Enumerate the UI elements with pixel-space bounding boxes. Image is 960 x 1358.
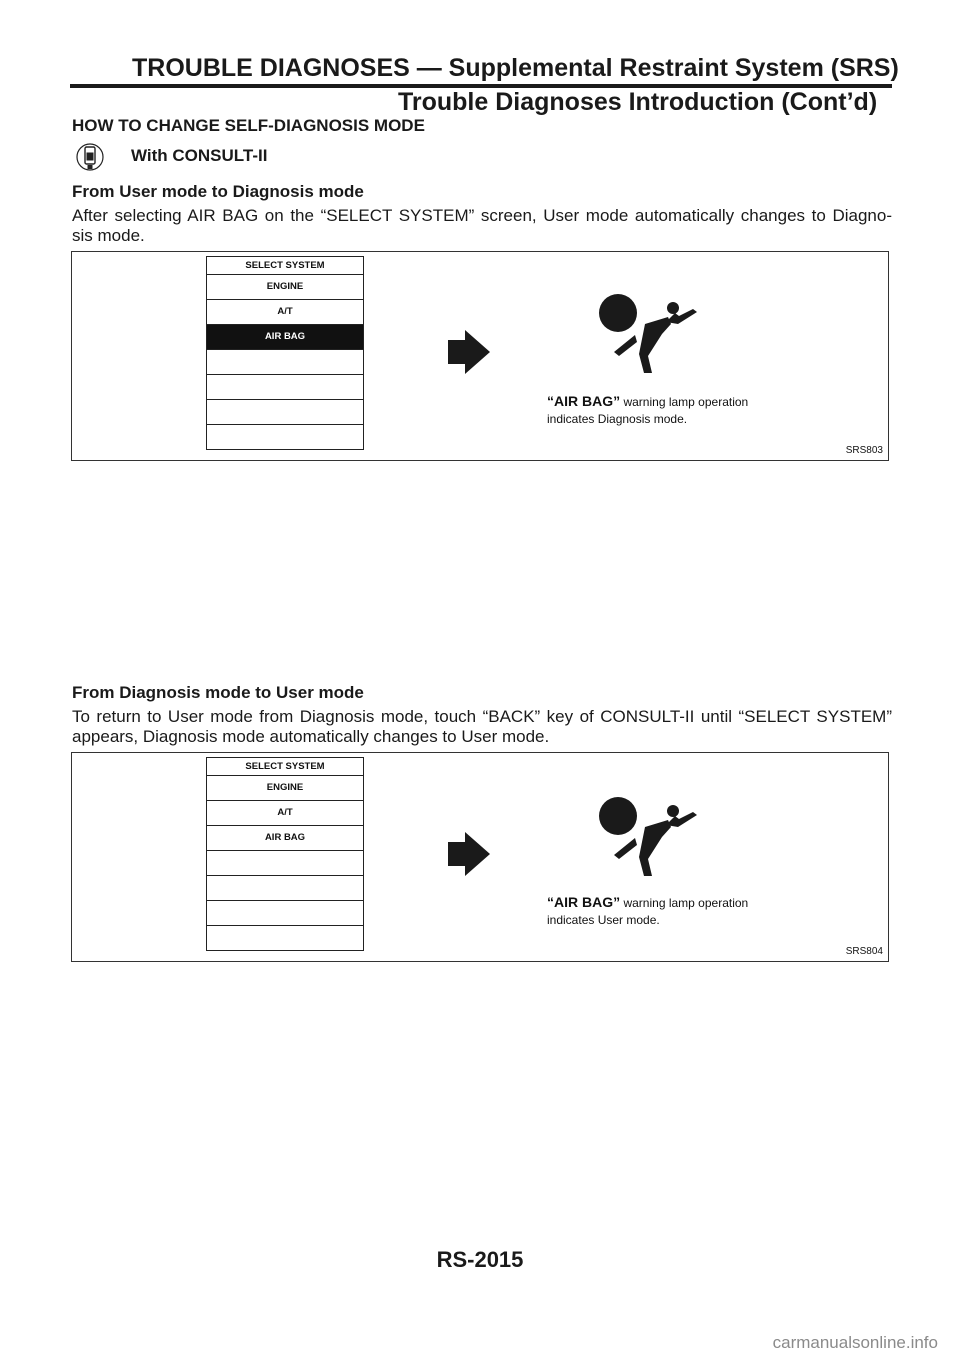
figure-caption xyxy=(547,393,748,428)
part2-text-line1: To return to User mode from Diagnosis mode, touch “BACK” key of CONSULT-II until “SELECT SYSTEM” xyxy=(72,707,892,726)
caption-line1: warning lamp operation xyxy=(623,395,749,409)
figure-caption xyxy=(547,894,748,929)
watermark: carmanualsonline.info xyxy=(772,1333,938,1352)
screen-title: SELECT SYSTEM xyxy=(207,257,363,275)
arrow-right-icon xyxy=(448,832,490,876)
section-heading: HOW TO CHANGE SELF-DIAGNOSIS MODE xyxy=(72,116,425,135)
arrow-right-icon xyxy=(448,330,490,374)
airbag-warning-lamp-icon xyxy=(599,797,697,876)
caption-line2: indicates User mode. xyxy=(547,913,660,927)
screen-item-airbag: AIR BAG xyxy=(207,826,363,851)
screen-item-at: A/T xyxy=(207,300,363,325)
header-title: TROUBLE DIAGNOSES — Supplemental Restraint System (SRS) xyxy=(132,54,899,82)
part1-subhead: From User mode to Diagnosis mode xyxy=(72,182,364,201)
part2-paragraph xyxy=(72,707,892,747)
consult-label: With CONSULT-II xyxy=(131,146,268,165)
part2-text-line2: appears, Diagnosis mode automatically changes to User mode. xyxy=(72,727,550,746)
screen-item-engine: ENGINE xyxy=(207,275,363,300)
caption-quote: “AIR BAG” xyxy=(547,393,621,409)
header-subtitle: Trouble Diagnoses Introduction (Cont’d) xyxy=(398,88,878,116)
part2-subhead: From Diagnosis mode to User mode xyxy=(72,683,364,702)
airbag-warning-lamp-icon xyxy=(599,294,697,373)
screen-item-airbag-selected: AIR BAG xyxy=(207,325,363,350)
page-number: RS-2015 xyxy=(436,1247,524,1272)
caption-line2: indicates Diagnosis mode. xyxy=(547,412,688,426)
figure-code: SRS803 xyxy=(845,445,883,456)
part1-text-line1: After selecting AIR BAG on the “SELECT SYSTEM” screen, User mode automatically changes to Diagno- xyxy=(72,206,892,225)
consult-icon xyxy=(75,140,105,174)
screen-item-engine: ENGINE xyxy=(207,776,363,801)
screen-title: SELECT SYSTEM xyxy=(207,758,363,776)
screen-item-at: A/T xyxy=(207,801,363,826)
figure-code: SRS804 xyxy=(845,946,883,957)
figure-srs804 xyxy=(71,752,889,962)
caption-line1: warning lamp operation xyxy=(623,896,749,910)
figure-graphics xyxy=(72,252,890,462)
part1-paragraph xyxy=(72,206,892,246)
figure-srs803 xyxy=(71,251,889,461)
caption-quote: “AIR BAG” xyxy=(547,894,621,910)
figure-graphics xyxy=(72,753,890,963)
part1-text-line2: sis mode. xyxy=(72,226,145,245)
